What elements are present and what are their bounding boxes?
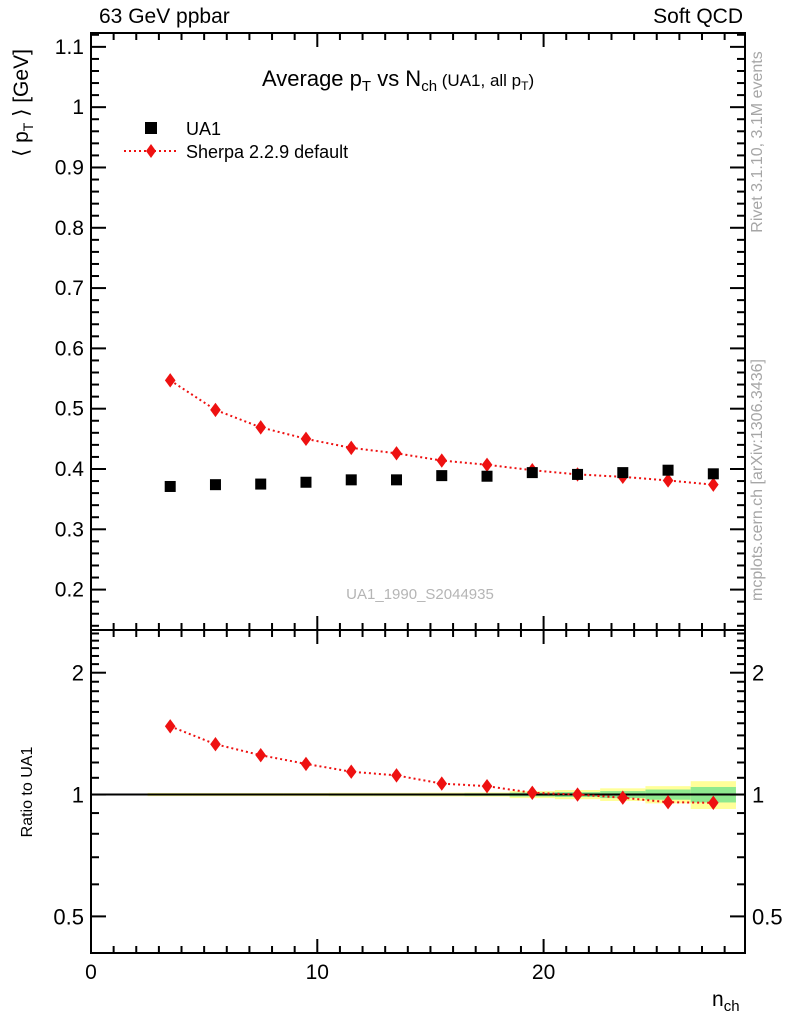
sherpa-marker [301,432,312,446]
sherpa-marker [210,403,221,417]
ua1-marker [391,474,402,485]
ua1-marker [572,469,583,480]
ua1-marker [346,474,357,485]
ratio-marker [255,748,266,762]
process-group-label: Soft QCD [653,5,743,28]
mcplots-arxiv-note: mcplots.cern.ch [arXiv:1306.3436] [749,359,766,601]
y-tick-label: 1 [72,96,84,120]
sherpa-marker [708,477,719,491]
ua1-marker [617,467,628,478]
rivet-version-note: Rivet 3.1.10, 3.1M events [749,51,766,233]
ratio-marker [346,765,357,779]
ua1-marker [708,468,719,479]
sherpa-line [170,380,713,484]
ratio-marker [572,787,583,801]
y-tick-label: 0.2 [54,578,84,602]
sherpa-marker [255,420,266,434]
legend-label-ua1: UA1 [186,119,222,139]
ua1-marker [165,481,176,492]
y-tick-label: 0.7 [54,277,84,301]
ratio-marker [482,779,493,793]
beam-energy-label: 63 GeV ppbar [99,5,230,28]
main-axis-title: ⟨ $p_T$ ⟩ [GeV] [10,49,36,157]
sherpa-marker [482,458,493,472]
y-tick-label: 0.3 [54,518,84,542]
legend-square-marker [145,122,157,134]
ratio-marker [165,719,176,733]
y-tick-label: 0.4 [54,457,84,481]
x-tick-label: 20 [531,961,556,984]
ratio-tick-label-right: 2 [752,660,765,686]
ratio-marker [210,737,221,751]
legend-label-sherpa: Sherpa 2.2.9 default [186,142,349,162]
ua1-marker [482,471,493,482]
analysis-id-watermark: UA1_1990_S2044935 [346,586,494,603]
ratio-tick-label-left: 2 [71,660,84,686]
y-tick-label: 0.9 [54,156,84,180]
y-tick-label: 0.6 [54,337,84,361]
ratio-tick-label-right: 0.5 [752,904,783,930]
ratio-marker [391,768,402,782]
sherpa-marker [436,453,447,467]
x-tick-label: 0 [85,961,97,984]
ua1-marker [663,465,674,476]
ua1-marker [210,479,221,490]
ua1-marker [300,477,311,488]
y-tick-label: 0.5 [54,397,84,421]
ratio-marker [436,776,447,790]
legend-diamond-marker [146,144,156,158]
ratio-axis-title: Ratio to UA1 [19,746,36,838]
ratio-tick-label-left: 0.5 [53,904,84,930]
y-tick-label: 0.8 [54,216,84,240]
ratio-tick-label-right: 1 [752,782,765,808]
sherpa-marker [391,446,402,460]
x-axis-title: $n_{ch}$ [712,988,740,1015]
ua1-marker [436,470,447,481]
y-tick-label: 1.1 [54,35,84,59]
ratio-marker [301,757,312,771]
x-tick-label: 10 [305,961,329,984]
plot-title: Average $p_T$ vs $N_{ch}$ $^{(UA1, all p}$T) [262,66,535,95]
ua1-marker [527,467,538,478]
ratio-tick-label-left: 1 [71,782,84,808]
ua1-marker [255,479,266,490]
sherpa-marker [165,373,176,387]
sherpa-marker [346,441,357,455]
